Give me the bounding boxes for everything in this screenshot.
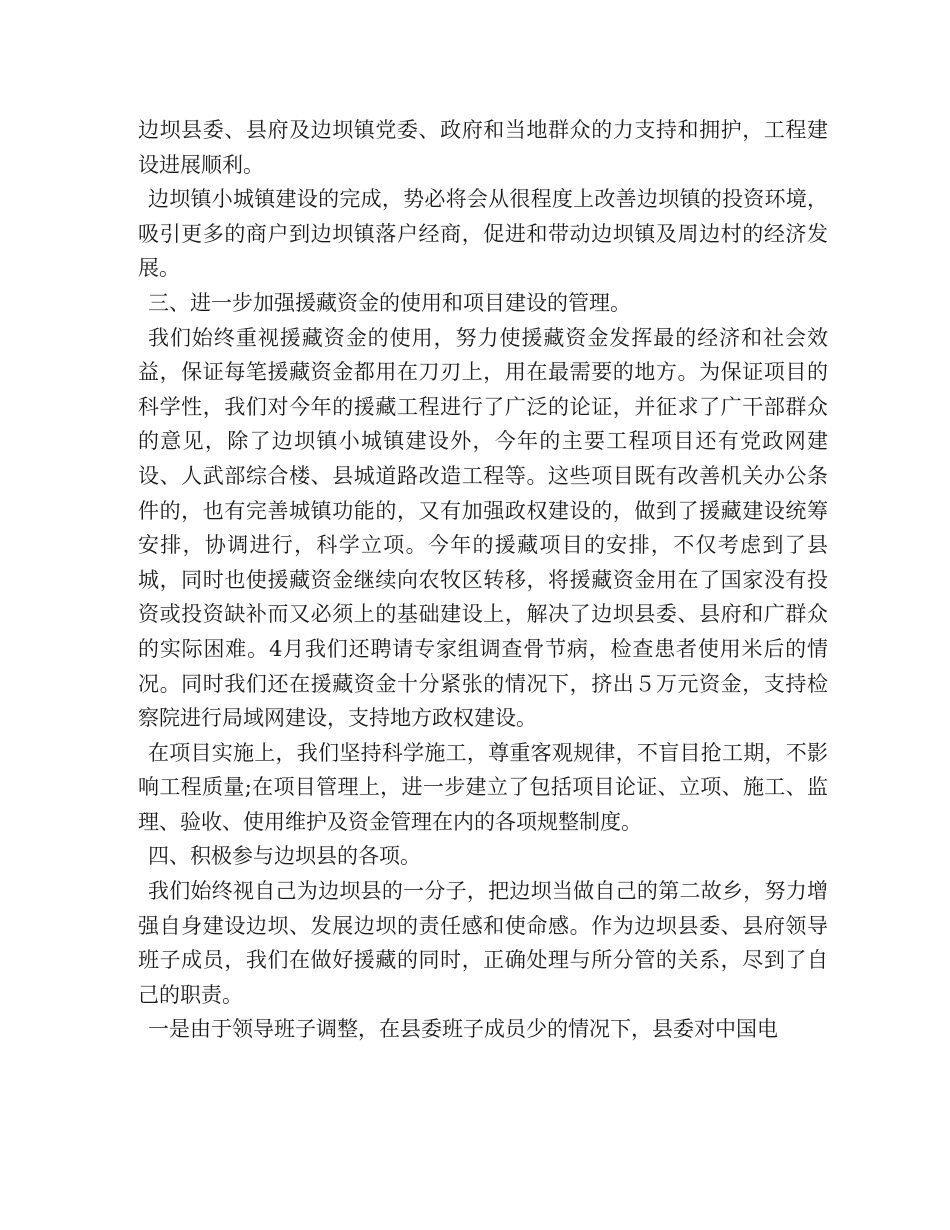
- section-heading-4: 四、积极参与边坝县的各项。: [148, 844, 421, 869]
- paragraph-4: 我们始终重视援藏资金的使用，努力使援藏资金发挥最的经济和社会效益，保证每笔援藏资金都用在刀刃上，用在最需要的地方。为保证项目的科学性，我们对今年的援藏工程进行了广泛的论证，并征求了广干部群众的意见，除了边坝镇小城镇建设外，今年的主要工程项目还有党政网建设、人武部综合楼、县城道路改造工程等。这些项目既有改善机关办公条件的，也有完善城镇功能的，又有加强政权建设的，做到了援藏建设统筹安排，协调进行，科学立项。今年的援藏项目的安排，不仅考虑到了县城，同时也使援藏资金继续向农牧区转移，将援藏资金用在了国家没有投资或投资缺补而又必须上的基础建设上，解决了边坝县委、县府和广群众的实际困难。4月我们还聘请专家组调查骨节病，检查患者使用米后的情况。同时我们还在援藏资金十分紧张的情况下，挤出５万元资金，支持检察院进行局域网建设，支持地方政权建设。: [138, 325, 828, 731]
- paragraph-2: 边坝镇小城镇建设的完成，势必将会从很程度上改善边坝镇的投资环境，吸引更多的商户到边坝镇落户经商，促进和带动边坝镇及周边村的经济发展。: [138, 187, 828, 281]
- section-heading-3: 三、进一步加强援藏资金的使用和项目建设的管理。: [148, 290, 631, 315]
- paragraph-8: 一是由于领导班子调整，在县委班子成员少的情况下，县委对中国电: [148, 1017, 778, 1042]
- paragraph-5: 在项目实施上，我们坚持科学施工，尊重客观规律，不盲目抢工期，不影响工程质量;在项目管理上，进一步建立了包括项目论证、立项、施工、监理、验收、使用维护及资金管理在内的各项规整制度。: [138, 740, 828, 834]
- document-body: [138, 113, 828, 1047]
- paragraph-7: 我们始终视自己为边坝县的一分子，把边坝当做自己的第二故乡，努力增强自身建设边坝、发展边坝的责任感和使命感。作为边坝县委、县府领导班子成员，我们在做好援藏的同时，正确处理与所分管的关系，尽到了自己的职责。: [138, 879, 828, 1007]
- paragraph-1: 边坝县委、县府及边坝镇党委、政府和当地群众的力支持和拥护，工程建设进展顺利。: [138, 118, 828, 177]
